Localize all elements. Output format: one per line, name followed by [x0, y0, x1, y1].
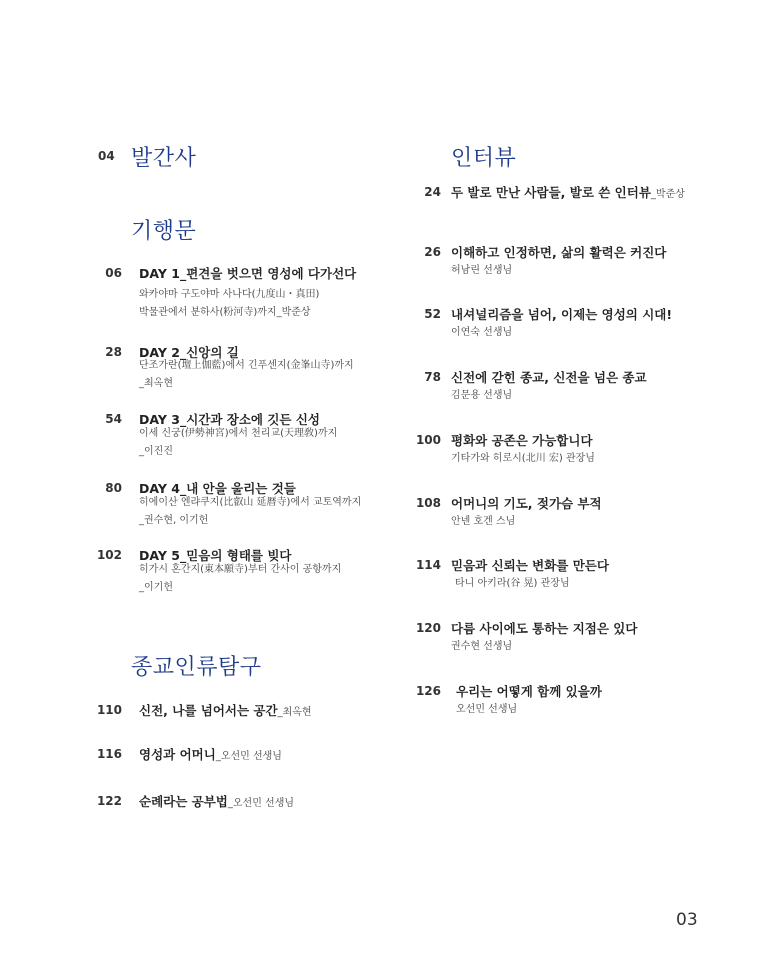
- entry-subtitle-line: 히가시 혼간지(東本願寺)부터 간사이 공항까지: [139, 564, 342, 575]
- entry-page-number: 108: [415, 496, 441, 510]
- entry-title-text: 신전, 나를 넘어서는 공간: [139, 703, 278, 718]
- travelogue-heading: 기행문: [131, 219, 197, 244]
- publisher-heading[interactable]: 발간사: [131, 146, 197, 171]
- entry-title: DAY 1_편견을 벗으면 영성에 다가선다: [139, 266, 357, 281]
- entry-title: [451, 183, 685, 201]
- entry-subtitle-line: 단조가란(壇上伽藍)에서 긴푸센지(金峯山寺)까지: [139, 360, 354, 371]
- entry-interviewee: 기타가와 히로시(北川 宏) 관장님: [451, 453, 595, 464]
- entry-subtitle-line: _권수현, 이기헌: [139, 515, 209, 526]
- entry-subtitle-line: _최옥현: [139, 378, 173, 389]
- entry-page-number: 54: [105, 412, 122, 426]
- entry-interviewee: 타니 아키라(谷 晃) 관장님: [455, 578, 570, 589]
- entry-page-number: 120: [415, 621, 441, 635]
- entry-title: 믿음과 신뢰는 변화를 만든다: [451, 558, 609, 573]
- publisher-page-number: 04: [98, 149, 115, 163]
- entry-interviewee: 허남린 선생님: [451, 265, 513, 276]
- entry-title: 신전에 갇힌 종교, 신전을 넘은 종교: [451, 370, 647, 385]
- entry-title-text: 순례라는 공부법: [139, 794, 228, 809]
- entry-title: 다름 사이에도 통하는 지점은 있다: [451, 621, 638, 636]
- interview-heading: 인터뷰: [451, 146, 517, 171]
- entry-page-number: 110: [96, 703, 122, 717]
- entry-interviewee: 김문용 선생님: [451, 390, 513, 401]
- entry-title: [139, 745, 282, 763]
- entry-page-number: 102: [96, 548, 122, 562]
- entry-page-number: 100: [415, 433, 441, 447]
- entry-interviewee: 이연숙 선생님: [451, 327, 513, 338]
- entry-interviewee: 오선민 선생님: [456, 704, 518, 715]
- entry-subtitle-line: 히에이산 엔랴쿠지(比叡山 延暦寺)에서 교토역까지: [139, 497, 362, 508]
- exploration-heading: 종교인류탐구: [131, 655, 262, 680]
- entry-page-number: 52: [424, 307, 441, 321]
- entry-title: [139, 701, 312, 719]
- entry-title: 내셔널리즘을 넘어, 이제는 영성의 시대!: [451, 307, 673, 322]
- entry-subtitle-line: 박물관에서 분하사(粉河寺)까지_박준상: [139, 307, 311, 318]
- entry-subtitle-line: 이세 신궁(伊勢神宮)에서 천리교(天理敎)까지: [139, 428, 338, 439]
- entry-title: [139, 792, 294, 810]
- entry-interviewee: 안넨 호겐 스님: [451, 516, 516, 527]
- entry-author: _오선민 선생님: [227, 798, 295, 809]
- entry-page-number: 116: [96, 747, 122, 761]
- entry-title: 우리는 어떻게 함께 있을까: [456, 684, 602, 699]
- entry-title: DAY 2_신앙의 길: [139, 345, 239, 360]
- entry-page-number: 06: [105, 266, 122, 280]
- entry-author: _오선민 선생님: [215, 751, 282, 762]
- entry-title: DAY 5_믿음의 형태를 빚다: [139, 548, 292, 563]
- entry-subtitle-line: _이진진: [139, 446, 173, 457]
- entry-title-text: 영성과 어머니: [139, 747, 216, 762]
- page-number: 03: [676, 910, 698, 930]
- entry-page-number: 126: [415, 684, 441, 698]
- entry-page-number: 24: [424, 185, 441, 199]
- entry-author: _박준상: [650, 189, 685, 200]
- entry-interviewee: 권수현 선생님: [451, 641, 513, 652]
- entry-subtitle-line: _이기헌: [139, 582, 173, 593]
- entry-title: DAY 4_내 안을 울리는 것들: [139, 481, 296, 496]
- entry-page-number: 122: [96, 794, 122, 808]
- entry-page-number: 28: [105, 345, 122, 359]
- entry-author: _최옥현: [277, 707, 312, 718]
- entry-title: 어머니의 기도, 젖가슴 부적: [451, 496, 602, 511]
- entry-page-number: 114: [415, 558, 441, 572]
- entry-title-text: 두 발로 만난 사람들, 발로 쓴 인터뷰: [451, 185, 651, 200]
- entry-page-number: 78: [424, 370, 441, 384]
- entry-subtitle-line: 와카야마 구도야마 사나다(九度山・真田): [139, 289, 320, 300]
- entry-page-number: 26: [424, 245, 441, 259]
- entry-title: DAY 3_시간과 장소에 깃든 신성: [139, 412, 321, 427]
- entry-title: 평화와 공존은 가능합니다: [451, 433, 593, 448]
- entry-title: 이해하고 인정하면, 삶의 활력은 커진다: [451, 245, 667, 260]
- entry-page-number: 80: [105, 481, 122, 495]
